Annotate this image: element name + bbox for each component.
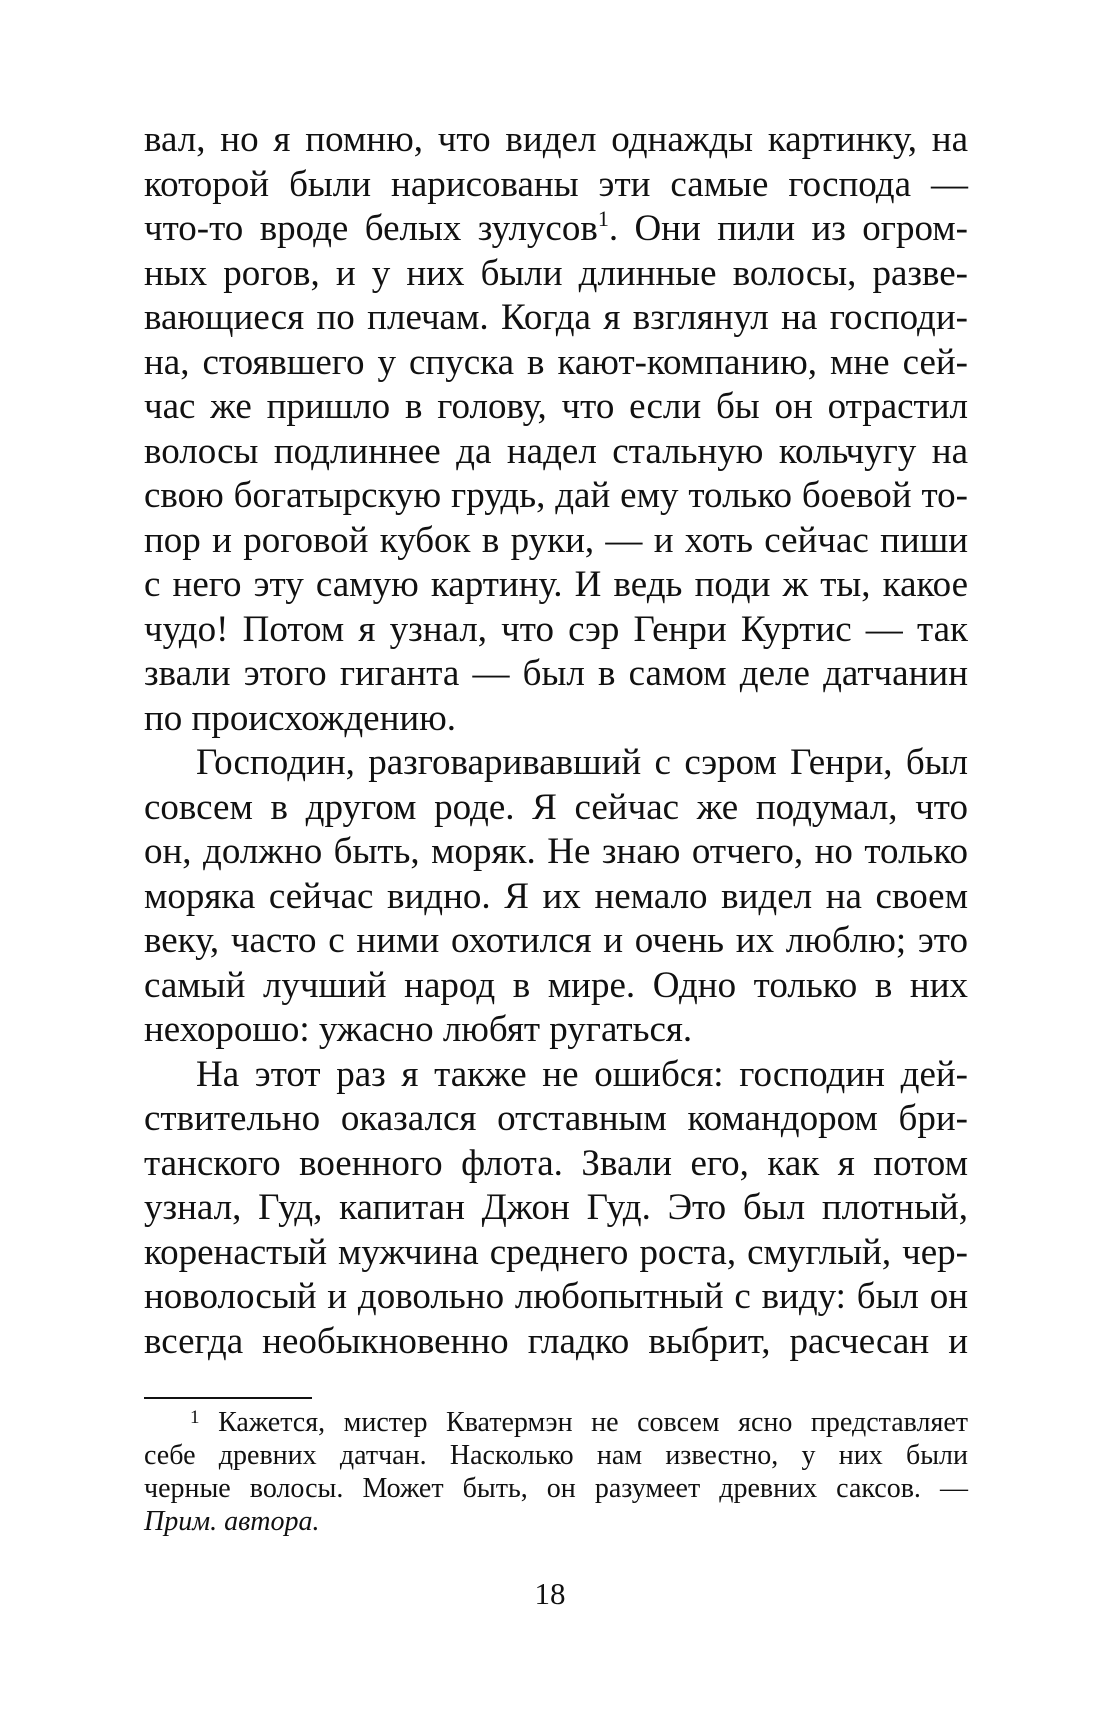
text-line: коренастый мужчина среднего роста, смуглый, чер- bbox=[144, 1231, 968, 1273]
text-line: совсем в другом роде. Я сейчас же подумал, что bbox=[144, 786, 968, 828]
footnote-text: Кажется, мистер Кватермэн не совсем ясно представляет bbox=[218, 1407, 969, 1438]
footnote bbox=[144, 1406, 968, 1538]
text-line: на, стоявшего у спуска в кают-компанию, мне сей- bbox=[144, 341, 968, 383]
page-number: 18 bbox=[534, 1576, 566, 1611]
text-line: свою богатырскую грудь, дай ему только боевой то- bbox=[144, 475, 968, 516]
text-line: всегда необыкновенно гладко выбрит, расчесан и bbox=[144, 1320, 968, 1362]
main-text bbox=[144, 118, 968, 1364]
text-line-with-footnote-ref bbox=[144, 207, 968, 252]
text-segment: что-то вроде белых зулусов bbox=[144, 208, 598, 249]
paragraph-first-line: На этот раз я также не ошибся: господин дей- bbox=[196, 1053, 968, 1095]
text-line: веку, часто с ними охотился и очень их люблю; это bbox=[144, 920, 968, 961]
text-line: нехорошо: ужасно любят ругаться. bbox=[144, 1009, 693, 1050]
text-line: вал, но я помню, что видел однажды картинку, на bbox=[144, 119, 968, 160]
text-line: пор и роговой кубок в руки, — и хоть сейчас пиши bbox=[144, 519, 968, 561]
footnote-line: черные волосы. Может быть, он разумеет древних саксов. — bbox=[144, 1473, 968, 1504]
text-line: вающиеся по плечам. Когда я взглянул на господи- bbox=[144, 297, 968, 338]
text-line: новолосый и довольно любопытный с виду: был он bbox=[144, 1276, 968, 1317]
text-line: по происхождению. bbox=[144, 697, 457, 739]
text-line: самый лучший народ в мире. Одно только в них bbox=[144, 964, 968, 1006]
text-line: с него эту самую картину. И ведь поди ж ты, какое bbox=[144, 564, 968, 605]
text-line: ных рогов, и у них были длинные волосы, разве- bbox=[144, 252, 968, 294]
text-line: звали этого гиганта — был в самом деле датчанин bbox=[144, 653, 968, 694]
footnote-line bbox=[144, 1406, 968, 1439]
text-line: час же пришло в голову, что если бы он отрастил bbox=[144, 386, 968, 427]
paragraph-first-line: Господин, разговаривавший с сэром Генри, был bbox=[196, 742, 968, 783]
text-line: волосы подлиннее да надел стальную кольчугу на bbox=[144, 430, 968, 472]
text-line: которой были нарисованы эти самые господа — bbox=[144, 163, 968, 205]
text-line: он, должно быть, моряк. Не знаю отчего, но только bbox=[144, 831, 968, 872]
footnote-marker: 1 bbox=[190, 1407, 200, 1428]
footnote-line: себе древних датчан. Насколько нам известно, у них были bbox=[144, 1440, 968, 1471]
footnote-separator bbox=[144, 1397, 312, 1399]
text-line: ствительно оказался отставным командором бри- bbox=[144, 1098, 968, 1139]
footnote-attribution: Прим. автора. bbox=[144, 1506, 320, 1537]
text-line: танского военного флота. Звали его, как я потом bbox=[144, 1142, 968, 1184]
text-line: чудо! Потом я узнал, что сэр Генри Куртис — так bbox=[144, 608, 968, 650]
text-line: узнал, Гуд, капитан Джон Гуд. Это был плотный, bbox=[144, 1187, 968, 1228]
text-segment: . Они пили из огром- bbox=[608, 208, 968, 249]
text-line: моряка сейчас видно. Я их немало видел на своем bbox=[144, 875, 968, 917]
footnote-reference: 1 bbox=[597, 206, 609, 231]
